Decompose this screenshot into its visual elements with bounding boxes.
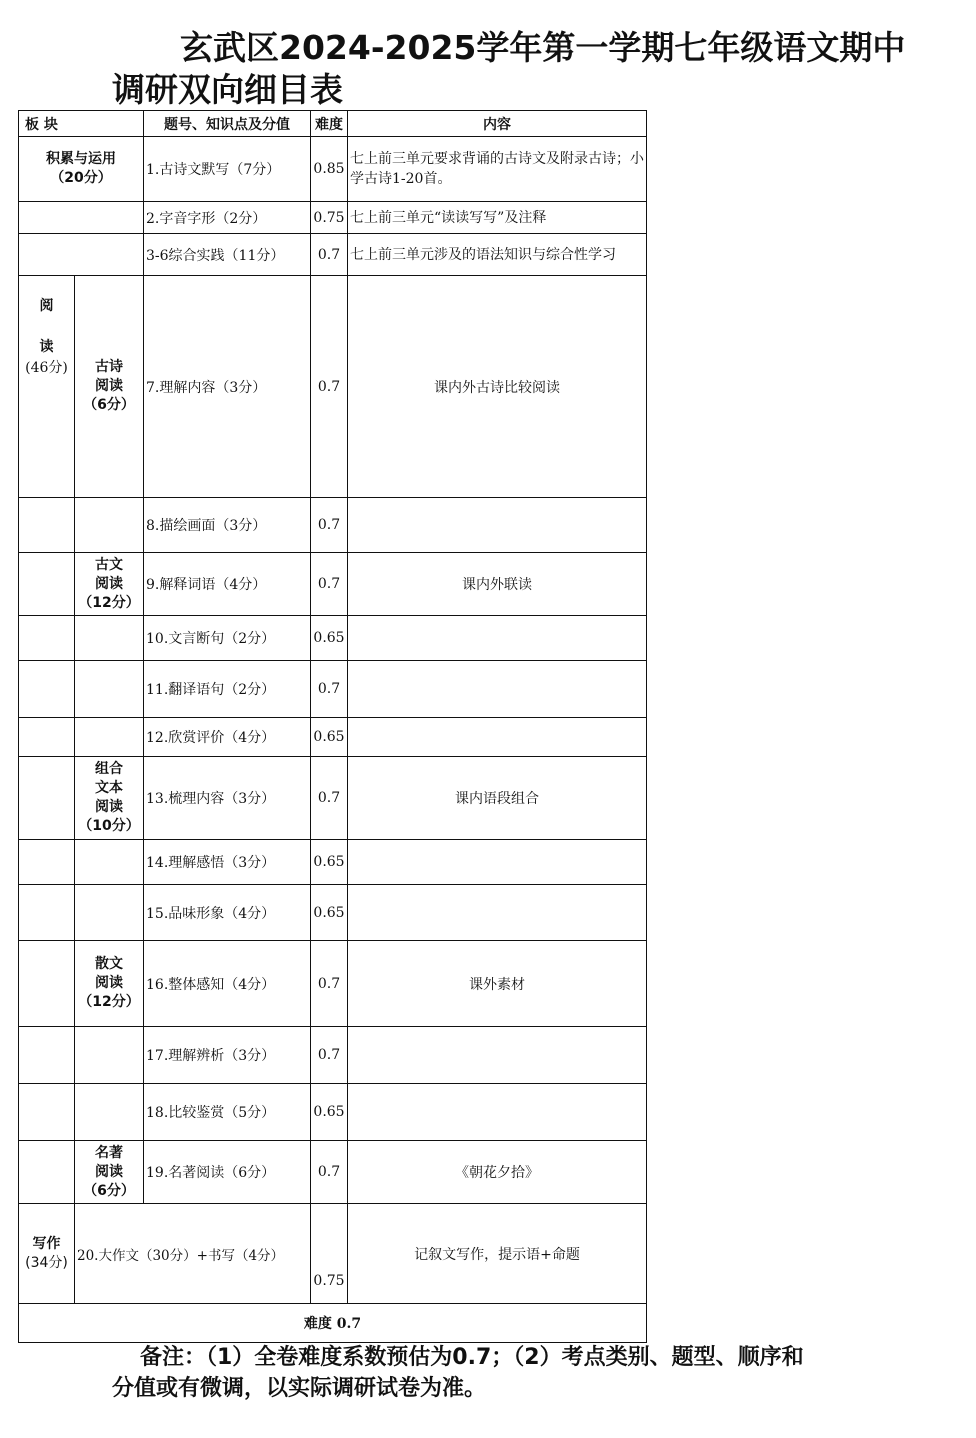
empty-block-cell bbox=[19, 553, 75, 616]
content-cell bbox=[348, 1027, 647, 1084]
spec-table bbox=[18, 110, 647, 1343]
header-difficulty: 难度 bbox=[311, 111, 348, 137]
item-cell: 16.整体感知（4分） bbox=[144, 941, 311, 1027]
empty-sub-cell bbox=[75, 616, 144, 661]
block-writing-score: (34分) bbox=[25, 1254, 68, 1271]
content-cell: 课外素材 bbox=[348, 941, 647, 1027]
empty-block-cell bbox=[19, 1141, 75, 1204]
difficulty-cell: 0.7 bbox=[311, 661, 348, 718]
item-cell: 3-6综合实践（11分） bbox=[144, 234, 311, 276]
table-row bbox=[19, 202, 647, 234]
item-cell: 7.理解内容（3分） bbox=[144, 276, 311, 498]
content-cell bbox=[348, 616, 647, 661]
sub-prose-l1: 散文 bbox=[95, 956, 123, 972]
item-cell: 13.梳理内容（3分） bbox=[144, 757, 311, 840]
empty-block-cell bbox=[19, 234, 144, 276]
table-row bbox=[19, 276, 647, 498]
sub-poetry-l1: 古诗 bbox=[95, 359, 123, 375]
content-cell: 课内外古诗比较阅读 bbox=[348, 276, 647, 498]
sub-classics-l2: 阅读 bbox=[95, 1163, 123, 1180]
empty-block-cell bbox=[19, 202, 144, 234]
item-cell: 2.字音字形（2分） bbox=[144, 202, 311, 234]
empty-block-cell bbox=[19, 498, 75, 553]
difficulty-cell: 0.7 bbox=[311, 1027, 348, 1084]
overall-difficulty: 难度 0.7 bbox=[19, 1304, 647, 1343]
difficulty-cell: 0.75 bbox=[311, 202, 348, 234]
table-row bbox=[19, 1204, 647, 1304]
content-cell: 七上前三单元“读读写写”及注释 bbox=[348, 202, 647, 234]
sub-classics bbox=[75, 1141, 144, 1204]
content-cell bbox=[348, 1084, 647, 1141]
difficulty-cell: 0.7 bbox=[311, 276, 348, 498]
item-cell: 15.品味形象（4分） bbox=[144, 885, 311, 941]
table-row bbox=[19, 553, 647, 616]
content-cell bbox=[348, 840, 647, 885]
sub-combined-l2: 文本 bbox=[95, 780, 123, 796]
empty-block-cell bbox=[19, 840, 75, 885]
empty-sub-cell bbox=[75, 1084, 144, 1141]
table-row bbox=[19, 757, 647, 840]
difficulty-cell: 0.65 bbox=[311, 718, 348, 757]
content-cell bbox=[348, 498, 647, 553]
sub-combined bbox=[75, 757, 144, 840]
sub-classical-l3: （12分） bbox=[78, 594, 140, 611]
difficulty-cell: 0.85 bbox=[311, 137, 348, 202]
table-row bbox=[19, 498, 647, 553]
empty-sub-cell bbox=[75, 1027, 144, 1084]
table-row bbox=[19, 616, 647, 661]
item-cell: 12.欣赏评价（4分） bbox=[144, 718, 311, 757]
sub-classical bbox=[75, 553, 144, 616]
item-cell: 19.名著阅读（6分） bbox=[144, 1141, 311, 1204]
block-reading-score: (46分) bbox=[25, 360, 68, 376]
block-writing bbox=[19, 1204, 75, 1304]
empty-sub-cell bbox=[75, 661, 144, 718]
item-cell: 14.理解感悟（3分） bbox=[144, 840, 311, 885]
item-cell: 18.比较鉴赏（5分） bbox=[144, 1084, 311, 1141]
empty-block-cell bbox=[19, 885, 75, 941]
empty-block-cell bbox=[19, 1027, 75, 1084]
content-cell: 记叙文写作，提示语+命题 bbox=[348, 1204, 647, 1304]
empty-block-cell bbox=[19, 1084, 75, 1141]
header-block: 板 块 bbox=[19, 111, 144, 137]
content-cell bbox=[348, 885, 647, 941]
difficulty-cell: 0.7 bbox=[311, 1141, 348, 1204]
content-cell: 七上前三单元涉及的语法知识与综合性学习 bbox=[348, 234, 647, 276]
difficulty-cell: 0.65 bbox=[311, 616, 348, 661]
page-title-line2: 调研双向细目表 bbox=[112, 70, 343, 109]
sub-classical-l1: 古文 bbox=[95, 556, 123, 573]
sub-prose-l3: （12分） bbox=[78, 994, 140, 1010]
difficulty-cell: 0.75 bbox=[311, 1204, 348, 1304]
item-cell: 11.翻译语句（2分） bbox=[144, 661, 311, 718]
difficulty-cell: 0.7 bbox=[311, 553, 348, 616]
item-cell: 9.解释词语（4分） bbox=[144, 553, 311, 616]
sub-poetry-l2: 阅读 bbox=[95, 378, 123, 394]
empty-sub-cell bbox=[75, 840, 144, 885]
sub-classics-l1: 名著 bbox=[95, 1144, 123, 1161]
header-item: 题号、知识点及分值 bbox=[144, 111, 311, 137]
empty-block-cell bbox=[19, 661, 75, 718]
item-cell: 10.文言断句（2分） bbox=[144, 616, 311, 661]
block-accumulation-name: 积累与运用 bbox=[46, 151, 116, 167]
table-row bbox=[19, 234, 647, 276]
content-cell: 《朝花夕拾》 bbox=[348, 1141, 647, 1204]
table-row bbox=[19, 137, 647, 202]
table-row bbox=[19, 1027, 647, 1084]
page-title-line1: 玄武区2024-2025学年第一学期七年级语文期中 bbox=[180, 28, 906, 67]
sub-combined-l4: （10分） bbox=[78, 818, 140, 834]
table-row bbox=[19, 661, 647, 718]
block-writing-name: 写作 bbox=[32, 1235, 61, 1252]
empty-block-cell bbox=[19, 718, 75, 757]
content-cell: 课内语段组合 bbox=[348, 757, 647, 840]
difficulty-cell: 0.7 bbox=[311, 757, 348, 840]
table-row bbox=[19, 1141, 647, 1204]
block-accumulation bbox=[19, 137, 144, 202]
difficulty-cell: 0.7 bbox=[311, 941, 348, 1027]
table-footer-row bbox=[19, 1304, 647, 1343]
table-row bbox=[19, 840, 647, 885]
block-reading bbox=[19, 276, 75, 498]
content-cell: 课内外联读 bbox=[348, 553, 647, 616]
table-row bbox=[19, 718, 647, 757]
difficulty-cell: 0.65 bbox=[311, 840, 348, 885]
content-cell: 七上前三单元要求背诵的古诗文及附录古诗；小学古诗1-20首。 bbox=[348, 137, 647, 202]
table-row bbox=[19, 1084, 647, 1141]
block-accumulation-score: （20分） bbox=[50, 170, 112, 186]
content-cell bbox=[348, 661, 647, 718]
sub-poetry-l3: （6分） bbox=[83, 397, 135, 413]
sub-classical-l2: 阅读 bbox=[95, 575, 123, 592]
empty-block-cell bbox=[19, 616, 75, 661]
difficulty-cell: 0.65 bbox=[311, 1084, 348, 1141]
block-reading-char2: 读 bbox=[39, 339, 54, 355]
sub-combined-l3: 阅读 bbox=[95, 799, 123, 815]
sub-classics-l3: （6分） bbox=[83, 1182, 135, 1199]
table-row bbox=[19, 941, 647, 1027]
difficulty-cell: 0.7 bbox=[311, 234, 348, 276]
sub-prose bbox=[75, 941, 144, 1027]
remark-line1: 备注：（1）全卷难度系数预估为0.7；（2）考点类别、题型、顺序和 bbox=[140, 1345, 804, 1370]
empty-block-cell bbox=[19, 941, 75, 1027]
item-cell: 17.理解辨析（3分） bbox=[144, 1027, 311, 1084]
empty-block-cell bbox=[19, 757, 75, 840]
empty-sub-cell bbox=[75, 885, 144, 941]
content-cell bbox=[348, 718, 647, 757]
item-cell: 8.描绘画面（3分） bbox=[144, 498, 311, 553]
item-cell: 1.古诗文默写（7分） bbox=[144, 137, 311, 202]
item-cell: 20.大作文（30分）+书写（4分） bbox=[75, 1204, 311, 1304]
header-content: 内容 bbox=[348, 111, 647, 137]
empty-sub-cell bbox=[75, 498, 144, 553]
sub-poetry bbox=[75, 276, 144, 498]
block-reading-char1: 阅 bbox=[39, 298, 54, 314]
remark-line2: 分值或有微调，以实际调研试卷为准。 bbox=[112, 1376, 487, 1401]
difficulty-cell: 0.7 bbox=[311, 498, 348, 553]
sub-prose-l2: 阅读 bbox=[95, 975, 123, 991]
table-header-row bbox=[19, 111, 647, 137]
empty-sub-cell bbox=[75, 718, 144, 757]
table-row bbox=[19, 885, 647, 941]
remark bbox=[112, 1342, 804, 1404]
difficulty-cell: 0.65 bbox=[311, 885, 348, 941]
sub-combined-l1: 组合 bbox=[95, 761, 123, 777]
